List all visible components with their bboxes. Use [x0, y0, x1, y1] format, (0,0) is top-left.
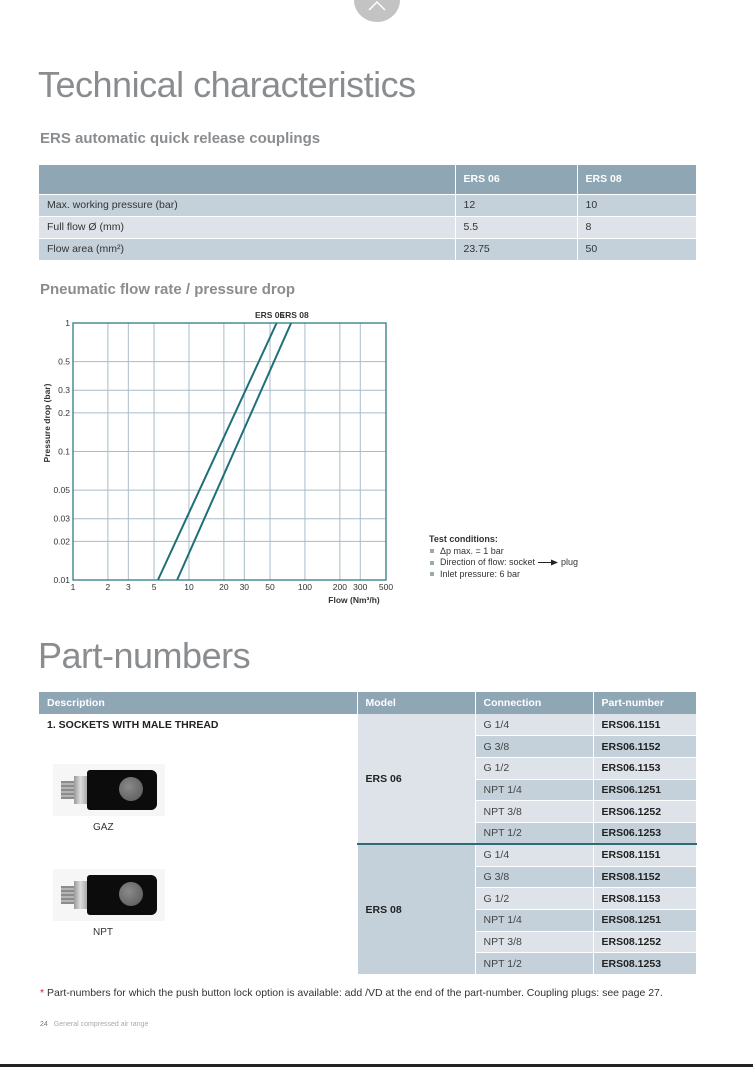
description-title: 1. SOCKETS WITH MALE THREAD — [47, 719, 219, 731]
footnote-asterisk: * — [40, 987, 45, 999]
table-row — [39, 714, 697, 736]
row-value: 10 — [577, 194, 697, 216]
part-number-cell: ERS08.1151 — [593, 844, 697, 866]
tech-subtitle: ERS automatic quick release couplings — [40, 130, 321, 147]
connection-cell: NPT 1/4 — [475, 909, 593, 931]
tech-title: Technical characteristics — [38, 64, 416, 105]
part-number-cell: ERS08.1253 — [593, 953, 697, 975]
page-footer — [40, 1021, 148, 1028]
table-header-row — [39, 692, 697, 714]
product-label: GAZ — [93, 822, 114, 833]
test-condition-item — [429, 546, 578, 558]
connection-cell: NPT 1/2 — [475, 822, 593, 844]
x-tick-label: 2 — [105, 582, 111, 592]
header-cell — [39, 165, 455, 194]
row-label: Full flow Ø (mm) — [39, 216, 455, 238]
product-label: NPT — [93, 927, 113, 938]
y-tick-label: 0.1 — [58, 446, 70, 457]
connection-cell: G 3/8 — [475, 736, 593, 758]
socket-coupling-image — [53, 764, 165, 816]
row-value: 12 — [455, 194, 577, 216]
bullet-icon — [430, 549, 434, 553]
connection-cell: G 1/2 — [475, 757, 593, 779]
x-tick-label: 30 — [239, 582, 250, 592]
table-row — [39, 194, 697, 216]
connection-cell: G 1/4 — [475, 714, 593, 736]
connection-cell: G 1/2 — [475, 888, 593, 910]
series-label: ERS 06 — [254, 310, 285, 320]
page-number: 24 — [40, 1021, 48, 1028]
flow-pressure-chart — [0, 300, 420, 610]
bullet-icon — [430, 572, 434, 576]
header-cell-ers06: ERS 06 — [455, 165, 577, 194]
characteristics-table — [39, 165, 697, 261]
y-tick-label: 0.5 — [58, 356, 70, 367]
row-label: Flow area (mm²) — [39, 238, 455, 260]
part-number-cell: ERS06.1151 — [593, 714, 697, 736]
x-tick-labels — [71, 582, 394, 592]
test-condition-item — [429, 569, 578, 581]
y-tick-label: 0.02 — [53, 536, 70, 547]
y-axis-label: Pressure drop (bar) — [42, 383, 52, 463]
condition-text: Direction of flow: socket — [440, 557, 536, 567]
series-label: ERS 08 — [279, 310, 309, 320]
header-description: Description — [39, 692, 357, 714]
test-conditions — [429, 534, 578, 580]
socket-coupling-image — [53, 869, 165, 921]
parts-title: Part-numbers — [38, 635, 251, 676]
description-cell — [39, 714, 357, 975]
footnote — [40, 987, 663, 999]
x-tick-label: 20 — [219, 582, 229, 592]
chevron-up-icon — [367, 0, 387, 12]
row-label: Max. working pressure (bar) — [39, 194, 455, 216]
header-model: Model — [357, 692, 475, 714]
part-number-cell: ERS08.1251 — [593, 909, 697, 931]
test-condition-item — [429, 557, 578, 569]
table-row — [39, 238, 697, 260]
test-conditions-title: Test conditions: — [429, 534, 498, 544]
part-number-cell: ERS08.1252 — [593, 931, 697, 953]
connection-cell: NPT 1/4 — [475, 779, 593, 801]
footer-section: General compressed air range — [53, 1021, 149, 1028]
row-value: 23.75 — [455, 238, 577, 260]
table-row — [39, 216, 697, 238]
model-cell: ERS 06 — [357, 714, 475, 844]
part-number-cell: ERS06.1251 — [593, 779, 697, 801]
y-tick-label: 0.01 — [53, 575, 70, 585]
y-tick-label: 1 — [65, 318, 70, 328]
connection-cell: G 3/8 — [475, 866, 593, 888]
x-tick-label: 1 — [70, 582, 76, 592]
x-tick-label: 5 — [151, 582, 157, 592]
part-number-cell: ERS06.1253 — [593, 822, 697, 844]
arrow-right-icon — [538, 559, 558, 566]
y-tick-label: 0.3 — [58, 385, 70, 396]
x-tick-label: 100 — [297, 582, 313, 592]
x-axis-label: Flow (Nm³/h) — [328, 595, 380, 605]
part-number-cell: ERS06.1153 — [593, 757, 697, 779]
x-tick-label: 200 — [332, 582, 347, 592]
part-number-cell: ERS08.1152 — [593, 866, 697, 888]
row-value: 8 — [577, 216, 697, 238]
connection-cell: NPT 3/8 — [475, 931, 593, 953]
part-number-cell: ERS06.1152 — [593, 736, 697, 758]
x-tick-label: 300 — [353, 582, 368, 592]
table-header-row — [39, 165, 697, 194]
condition-text: Inlet pressure: 6 bar — [440, 568, 521, 579]
part-number-cell: ERS06.1252 — [593, 801, 697, 823]
connection-cell: NPT 3/8 — [475, 801, 593, 823]
y-tick-label: 0.2 — [58, 407, 70, 418]
part-number-cell: ERS08.1153 — [593, 888, 697, 910]
part-numbers-table — [39, 692, 697, 975]
y-tick-label: 0.05 — [53, 485, 70, 496]
chart-title: Pneumatic flow rate / pressure drop — [40, 281, 296, 298]
connection-cell: G 1/4 — [475, 844, 593, 866]
header-part-number: Part-number — [593, 692, 697, 714]
condition-text: plug — [561, 557, 579, 567]
footnote-text: Part-numbers for which the push button lock option is available: add /VD at the end of the part-number. Coupling plugs: see page 27. — [44, 987, 663, 999]
row-value: 50 — [577, 238, 697, 260]
header-connection: Connection — [475, 692, 593, 714]
series-labels — [255, 310, 309, 320]
connection-cell: NPT 1/2 — [475, 953, 593, 975]
x-tick-label: 3 — [125, 582, 131, 592]
x-tick-label: 50 — [265, 582, 275, 592]
chart-grid — [73, 323, 386, 580]
row-value: 5.5 — [455, 216, 577, 238]
y-tick-label: 0.03 — [53, 513, 70, 524]
model-cell: ERS 08 — [357, 844, 475, 974]
scroll-top-button[interactable] — [354, 0, 400, 22]
header-cell-ers08: ERS 08 — [577, 165, 697, 194]
y-tick-labels — [53, 318, 70, 585]
bullet-icon — [430, 561, 434, 565]
x-tick-label: 10 — [184, 582, 194, 592]
condition-text: Δp max. = 1 bar — [440, 545, 504, 556]
x-tick-label: 500 — [378, 582, 394, 592]
